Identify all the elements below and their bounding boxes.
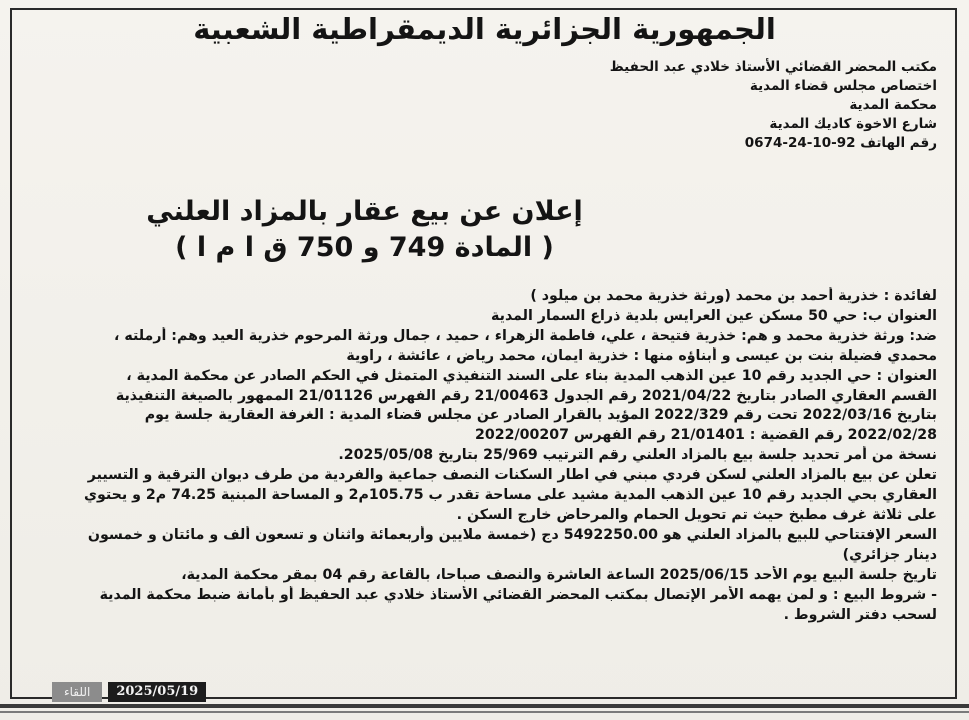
publication-footer (52, 682, 206, 702)
body-line: السعر الإفتتاحي للبيع بالمزاد العلني هو 5492250.00 دج (خمسة ملايين وأربعمائة واثنان و تسعون ألف و مائتان و خمسون (87, 526, 937, 543)
body-line: بتاريخ 2022/03/16 تحت رقم 2022/329 المؤيد بالقرار الصادر عن مجلس قضاء المدية : الغرفة العقارية جلسة يوم (144, 407, 937, 424)
body-line: العقاري بحي الجديد رقم 10 عين الذهب المدية مشيد على مساحة تقدر ب 105.75م2 و المساحة المبنية 74.25 م2 و يحتوي (83, 487, 937, 504)
body-line: لفائدة : خذرية أحمد بن محمد (ورثة خذرية محمد بن ميلود ) (530, 288, 937, 304)
publication-date: 2025/05/19 (108, 682, 206, 702)
bottom-rule-thin (0, 711, 969, 713)
body-line: تاريخ جلسة البيع يوم الأحد 2025/06/15 الساعة العاشرة والنصف صباحا، بالقاعة رقم 04 بمقر محكمة المدية، (181, 566, 937, 583)
bailiff-office-block (377, 58, 937, 153)
body-line: - شروط البيع : و لمن يهمه الأمر الإتصال بمكتب المحضر القضائي الأستاذ خلادي عبد الحفيظ أو بأمانة ضبط محكمة المدية (99, 586, 937, 603)
announcement-title: إعلان عن بيع عقار بالمزاد العلني (146, 196, 583, 227)
body-line: 2022/02/28 رقم القضية : 21/01401 رقم الفهرس 2022/00207 (474, 427, 937, 444)
body-line: على ثلاثة غرف مطبخ حيث تم تحويل الحمام والمرحاض خارج السكن . (456, 506, 937, 523)
bottom-rule (0, 704, 969, 708)
body-line: القسم العقاري الصادر بتاريخ 2021/04/22 رقم الجدول 21/00463 رقم الفهرس 21/01126 الممهور بالصيغة التنفيذية (115, 387, 937, 404)
office-jurisdiction: اختصاص مجلس قضاء المدية (749, 78, 937, 94)
body-line: لسحب دفتر الشروط . (783, 606, 937, 623)
republic-header: الجمهورية الجزائرية الديمقراطية الشعبية (193, 12, 776, 46)
announcement-body (37, 287, 937, 625)
office-phone: رقم الهاتف 92-10-24-0674 (744, 135, 937, 151)
announcement-subtitle: ( المادة 749 و 750 ق ا م ا ) (175, 232, 554, 263)
office-address: شارع الاخوة كاديك المدية (769, 116, 937, 132)
body-line: نسخة من أمر تحديد جلسة بيع بالمزاد العلني رقم الترتيب 25/969 بتاريخ 2025/05/08. (338, 447, 937, 464)
body-line: ضد: ورثة خذرية محمد و هم: خذرية فتيحة ، علي، فاطمة الزهراء ، حميد ، جمال ورثة المرحوم خذرية العيد وهم: أرملته ، (114, 327, 937, 344)
body-line: دينار جزائري) (842, 546, 937, 563)
office-court: محكمة المدية (849, 97, 937, 113)
body-line: العنوان : حي الجديد رقم 10 عين الذهب المدية بناء على السند التنفيذي المتمثل في الحكم الصادر عن محكمة المدية ، (126, 367, 937, 384)
newspaper-tag: اللقاء (52, 682, 102, 702)
office-name: مكتب المحضر القضائي الأستاذ خلادي عبد الحفيظ (609, 59, 937, 75)
body-line: العنوان ب: حي 50 مسكن عين العرايس بلدية ذراع السمار المدية (491, 307, 937, 324)
body-line: تعلن عن بيع بالمزاد العلني لسكن فردي مبني في اطار السكنات النصف جماعية والفردية من طرف ديوان الترقية و التسيير (87, 467, 937, 484)
body-line: محمدي فضيلة بنت بن عيسى و أبناؤه منها : خذرية ايمان، محمد رياض ، عائشة ، راوية (346, 347, 937, 364)
